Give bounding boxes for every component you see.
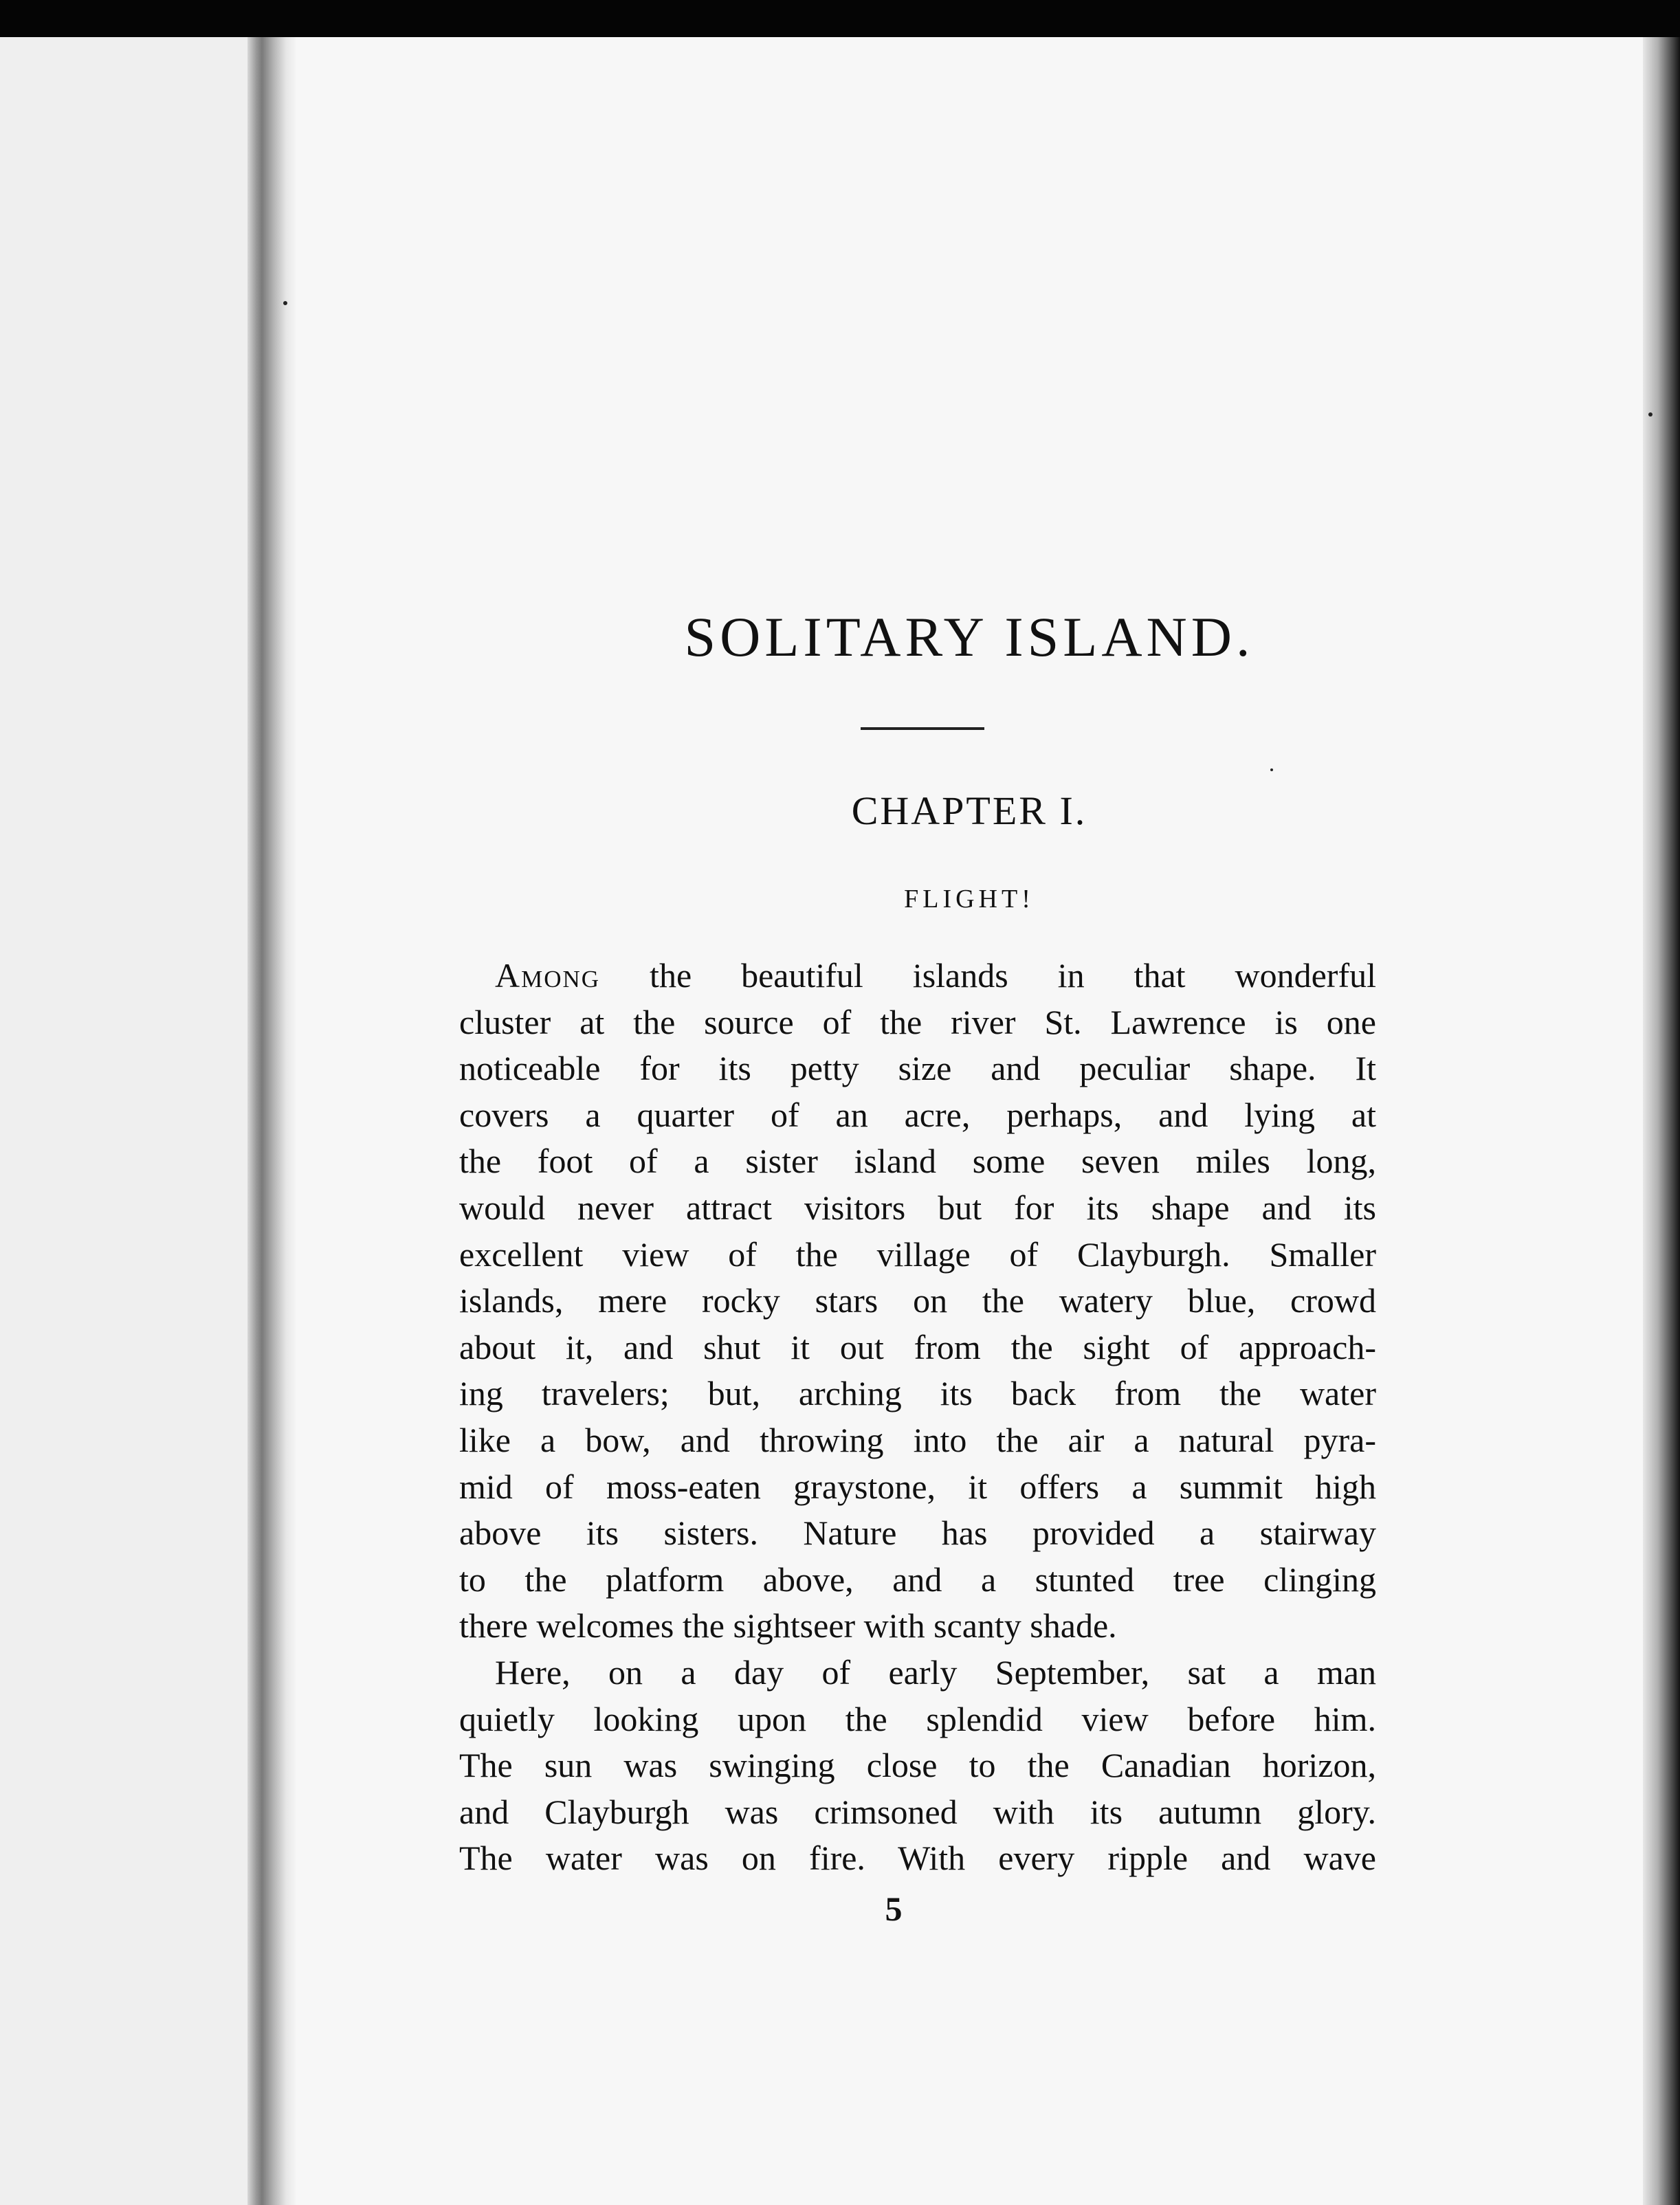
scan-speck [1270, 768, 1273, 771]
scan-speck [1648, 412, 1653, 417]
text-line: to the platform above, and a stunted tree clinging [459, 1560, 1376, 1599]
text-line: islands, mere rocky stars on the watery blue, crowd [459, 1281, 1376, 1320]
left-blank-page [0, 37, 247, 2205]
text-line: like a bow, and throwing into the air a natural pyra- [459, 1420, 1376, 1459]
text-line: above its sisters. Nature has provided a stairway [459, 1514, 1376, 1553]
text-line: noticeable for its petty size and peculiar shape. It [459, 1049, 1376, 1088]
opening-word: Among [495, 956, 601, 995]
scan-right-edge [1643, 37, 1680, 2205]
text-line: there welcomes the sightseer with scanty shade. [459, 1606, 1117, 1646]
page-number: 5 [885, 1890, 903, 1928]
text-line: mid of moss-eaten graystone, it offers a summit high [459, 1467, 1376, 1506]
text-line: and Clayburgh was crimsoned with its autumn glory. [459, 1792, 1376, 1831]
book-title: SOLITARY ISLAND. [684, 606, 1255, 668]
text-line: covers a quarter of an acre, perhaps, and lying at [459, 1095, 1376, 1134]
scan-top-border [0, 0, 1680, 37]
chapter-heading: CHAPTER I. [851, 788, 1087, 833]
chapter-title: FLIGHT! [904, 885, 1035, 913]
text-line: would never attract visitors but for its shape and its [459, 1188, 1376, 1227]
text-line: Here, on a day of early September, sat a man [495, 1652, 1376, 1692]
text-line: cluster at the source of the river St. Lawrence is one [459, 1002, 1376, 1041]
scan-speck [283, 301, 287, 305]
text-line: the foot of a sister island some seven miles long, [459, 1142, 1376, 1181]
body-text [459, 953, 1376, 1882]
text-line: ing travelers; but, arching its back from the water [459, 1374, 1376, 1413]
text-line: quietly looking upon the splendid view before him. [459, 1699, 1376, 1738]
text-line: The water was on fire. With every ripple and wave [459, 1839, 1376, 1878]
text-line: Among the beautiful islands in that wonderful [495, 956, 1377, 995]
text-line: The sun was swinging close to the Canadian horizon, [459, 1746, 1376, 1785]
text-line: excellent view of the village of Clayburgh. Smaller [459, 1234, 1376, 1274]
text-line: about it, and shut it out from the sight of approach- [459, 1327, 1376, 1366]
book-gutter [247, 37, 296, 2205]
title-divider-rule [861, 727, 984, 730]
